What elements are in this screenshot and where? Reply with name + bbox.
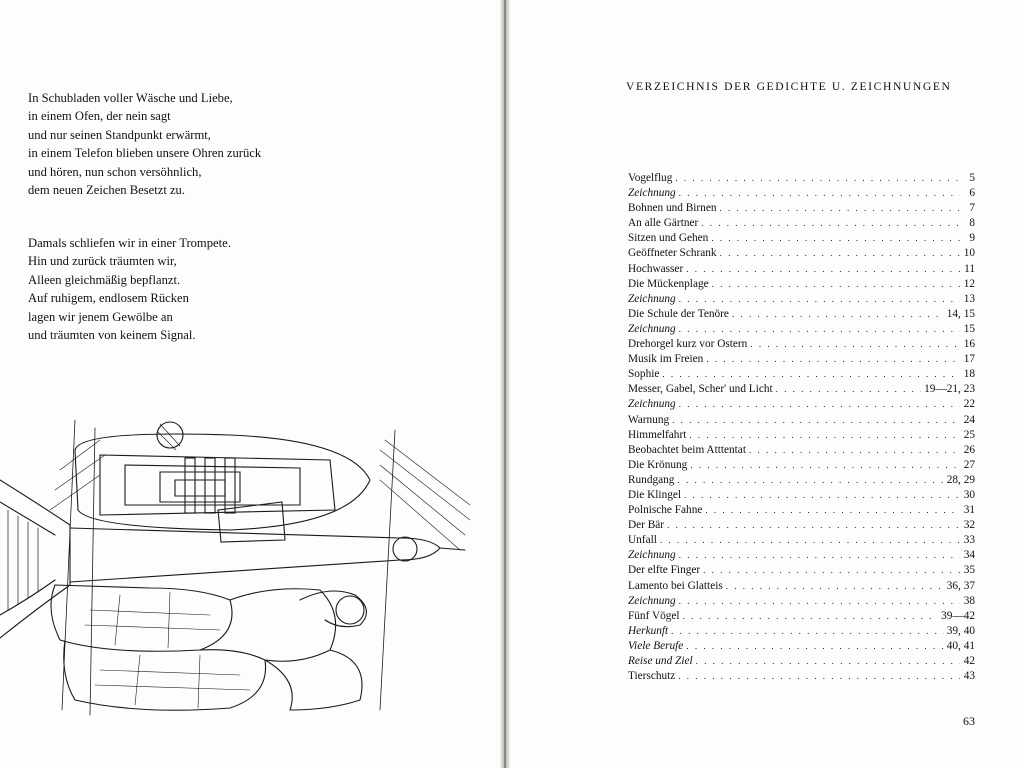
toc-entry-page: 34	[963, 549, 975, 562]
toc-leader-dots	[679, 322, 960, 337]
toc-leader-dots	[720, 246, 960, 261]
toc-entry-title: Die Krönung	[628, 458, 688, 471]
toc-entry	[628, 322, 975, 337]
toc-entry-page: 24	[963, 413, 975, 426]
toc-entry	[628, 473, 975, 488]
toc-entry-page: 22	[963, 398, 975, 411]
toc-entry-title: Reise und Ziel	[628, 655, 693, 667]
toc-leader-dots	[690, 458, 960, 473]
toc-entry	[628, 171, 975, 186]
toc-entry	[628, 654, 975, 669]
toc-entry	[628, 518, 975, 533]
toc-entry-page: 38	[963, 594, 975, 607]
toc-leader-dots	[679, 186, 960, 201]
toc-entry-title: Zeichnung	[628, 594, 676, 607]
toc-entry-page: 28, 29	[946, 473, 975, 486]
poem-line: und nur seinen Standpunkt erwärmt,	[28, 127, 211, 142]
toc-entry	[628, 337, 975, 352]
toc-leader-dots	[679, 397, 960, 412]
toc-entry-page: 32	[963, 519, 975, 532]
toc-entry-page: 7	[969, 202, 975, 215]
toc-entry-title: Herkunft	[628, 624, 669, 637]
trumpet-sleepers-drawing-icon	[0, 410, 470, 720]
toc-entry-page: 25	[963, 428, 975, 441]
toc-entry	[628, 624, 975, 639]
toc-entry	[628, 533, 975, 548]
toc-entry-page: 40, 41	[946, 639, 975, 652]
toc-entry-title: Zeichnung	[628, 187, 676, 200]
toc-entry	[628, 292, 975, 307]
toc-entry-title: Bohnen und Birnen	[628, 202, 717, 215]
toc-entry	[628, 563, 975, 578]
toc-leader-dots	[726, 579, 944, 594]
poem-line: in einem Telefon blieben unsere Ohren zurück	[28, 146, 262, 161]
toc-heading: VERZEICHNIS DER GEDICHTE U. ZEICHNUNGEN	[626, 80, 952, 93]
toc-leader-dots	[689, 428, 960, 443]
toc-entry	[628, 352, 975, 367]
poem-line: Auf ruhigem, endlosem Rücken	[28, 291, 189, 306]
toc-entry-title: Geöffneter Schrank	[628, 247, 717, 260]
toc-entry	[628, 443, 975, 458]
poem-line: Hin und zurück träumten wir,	[28, 254, 177, 269]
toc-leader-dots	[703, 563, 960, 578]
toc-entry	[628, 548, 975, 563]
toc-leader-dots	[732, 307, 944, 322]
toc-leader-dots	[684, 488, 960, 503]
toc-entry-page: 39, 40	[946, 624, 975, 637]
toc-leader-dots	[683, 609, 939, 624]
toc-entry-page: 10	[963, 247, 975, 260]
toc-entry-page: 27	[963, 458, 975, 471]
toc-entry	[628, 216, 975, 231]
toc-entry	[628, 186, 975, 201]
toc-entry	[628, 397, 975, 412]
poem-stanza-2	[28, 234, 231, 344]
toc-entry	[628, 579, 975, 594]
toc-entry	[628, 413, 975, 428]
toc-entry-title: Himmelfahrt	[628, 428, 687, 441]
toc-entry-page: 16	[963, 338, 975, 351]
poem-line: und hören, nun schon versöhnlich,	[28, 164, 202, 179]
toc-entry	[628, 428, 975, 443]
toc-entry-title: Die Klingel	[628, 488, 682, 501]
toc-entry-title: Die Schule der Tenöre	[628, 307, 729, 320]
toc-entry-page: 33	[963, 534, 975, 547]
toc-entry-page: 15	[963, 322, 975, 335]
toc-entry-page: 6	[969, 187, 975, 200]
toc-leader-dots	[705, 503, 960, 518]
toc-leader-dots	[672, 413, 960, 428]
toc-leader-dots	[701, 216, 960, 231]
toc-entry-title: Rundgang	[628, 473, 675, 486]
toc-leader-dots	[660, 533, 960, 548]
toc-entry-title: Der Bär	[628, 519, 665, 532]
toc-leader-dots	[686, 262, 960, 277]
toc-leader-dots	[679, 292, 960, 307]
toc-entry-page: 35	[963, 564, 975, 577]
right-page	[508, 0, 1024, 768]
toc-entry	[628, 262, 975, 277]
toc-entry-title: Polnische Fahne	[628, 504, 703, 517]
toc-entry-page: 43	[963, 670, 975, 683]
toc-entry-page: 36, 37	[946, 579, 975, 592]
poem-line: in einem Ofen, der nein sagt	[28, 109, 171, 124]
toc-entry-title: Fünf Vögel	[628, 609, 680, 622]
poem-line: und träumten von keinem Signal.	[28, 328, 196, 343]
toc-leader-dots	[678, 669, 960, 684]
table-of-contents	[628, 171, 975, 684]
toc-entry	[628, 594, 975, 609]
toc-entry-page: 42	[963, 655, 975, 667]
toc-entry-page: 12	[963, 277, 975, 290]
toc-entry	[628, 503, 975, 518]
toc-leader-dots	[706, 352, 960, 367]
poem-line: Alleen gleichmäßig bepflanzt.	[28, 272, 181, 287]
toc-entry-title: Sophie	[628, 368, 660, 381]
toc-entry-page: 13	[963, 292, 975, 305]
toc-entry-title: Lamento bei Glatteis	[628, 579, 723, 592]
toc-entry-page: 11	[964, 262, 975, 275]
toc-entry-title: Messer, Gabel, Scher' und Licht	[628, 383, 773, 396]
toc-entry-page: 14, 15	[946, 307, 975, 320]
toc-leader-dots	[749, 443, 960, 458]
toc-entry-page: 26	[963, 443, 975, 456]
toc-entry-title: Der elfte Finger	[628, 564, 701, 577]
toc-entry	[628, 488, 975, 503]
toc-entry-page: 19—21, 23	[924, 383, 975, 396]
toc-entry-page: 9	[969, 232, 975, 245]
toc-leader-dots	[671, 624, 944, 639]
toc-entry-title: An alle Gärtner	[628, 217, 699, 230]
toc-entry	[628, 307, 975, 322]
toc-entry-title: Zeichnung	[628, 292, 676, 305]
poem-stanza-1	[28, 89, 261, 199]
toc-entry-title: Sitzen und Gehen	[628, 232, 709, 245]
toc-leader-dots	[679, 548, 960, 563]
toc-entry-page: 17	[963, 353, 975, 366]
toc-entry-title: Die Mückenplage	[628, 277, 709, 290]
toc-leader-dots	[679, 594, 960, 609]
toc-leader-dots	[675, 171, 960, 186]
poem-line: In Schubladen voller Wäsche und Liebe,	[28, 91, 233, 105]
toc-entry	[628, 382, 975, 397]
poem-line: lagen wir jenem Gewölbe an	[28, 309, 173, 324]
toc-entry	[628, 609, 975, 624]
toc-entry-page: 5	[969, 172, 975, 184]
toc-entry-page: 31	[963, 504, 975, 517]
toc-entry-title: Unfall	[628, 534, 657, 547]
toc-entry-title: Zeichnung	[628, 322, 676, 335]
toc-entry	[628, 458, 975, 473]
toc-entry-page: 8	[969, 217, 975, 230]
toc-entry-title: Drehorgel kurz vor Ostern	[628, 338, 748, 351]
toc-leader-dots	[712, 277, 960, 292]
toc-entry-page: 39—42	[941, 609, 975, 622]
toc-entry-title: Warnung	[628, 413, 670, 426]
toc-entry	[628, 231, 975, 246]
toc-entry-title: Hochwasser	[628, 262, 684, 275]
toc-leader-dots	[677, 473, 943, 488]
toc-leader-dots	[776, 382, 922, 397]
toc-entry-title: Vogelflug	[628, 172, 673, 184]
toc-entry-page: 30	[963, 488, 975, 501]
toc-leader-dots	[686, 639, 943, 654]
poem-line: Damals schliefen wir in einer Trompete.	[28, 236, 231, 250]
toc-leader-dots	[719, 201, 960, 216]
toc-entry-page: 18	[963, 368, 975, 381]
left-page	[0, 0, 502, 768]
toc-entry	[628, 277, 975, 292]
toc-leader-dots	[696, 654, 960, 669]
poem-line: dem neuen Zeichen Besetzt zu.	[28, 183, 186, 198]
toc-entry	[628, 639, 975, 654]
toc-entry	[628, 246, 975, 261]
toc-entry-title: Tierschutz	[628, 670, 676, 683]
toc-entry	[628, 367, 975, 382]
toc-entry-title: Zeichnung	[628, 549, 676, 562]
toc-entry-title: Viele Berufe	[628, 639, 684, 652]
toc-entry-title: Zeichnung	[628, 398, 676, 411]
toc-entry-title: Beobachtet beim Atttentat	[628, 443, 746, 456]
toc-leader-dots	[667, 518, 960, 533]
page-number: 63	[963, 714, 975, 728]
toc-entry-title: Musik im Freien	[628, 353, 704, 366]
toc-entry	[628, 669, 975, 684]
toc-leader-dots	[750, 337, 960, 352]
toc-leader-dots	[711, 231, 960, 246]
toc-leader-dots	[662, 367, 960, 382]
toc-entry	[628, 201, 975, 216]
